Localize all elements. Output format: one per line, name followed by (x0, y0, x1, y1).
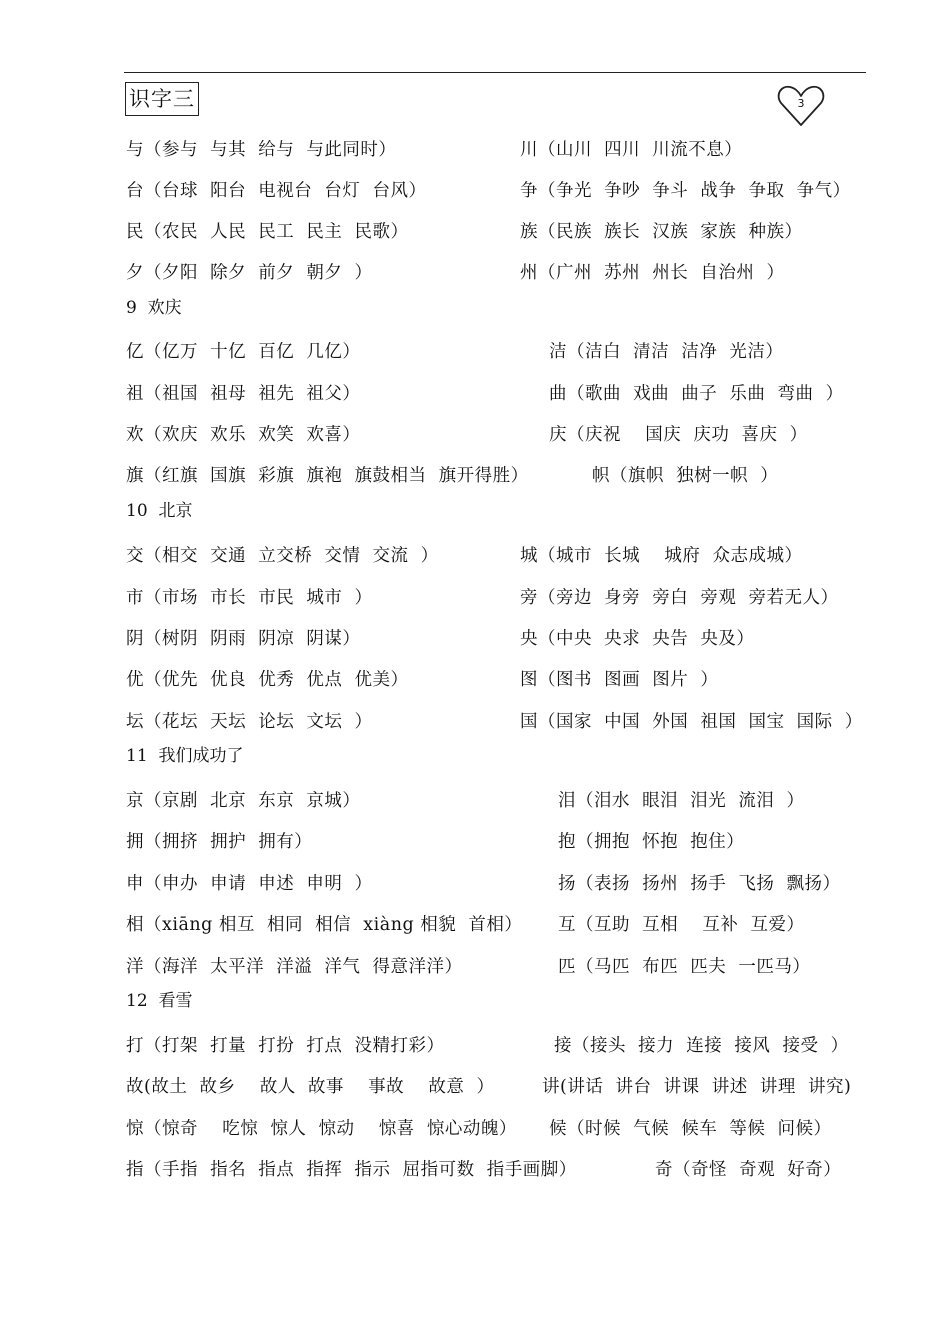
vocab-entry-left: 相（xiāng 相互 相同 相信 xiàng 相貌 首相） (126, 915, 523, 935)
vocab-entry-right: 城（城市 长城 城府 众志成城） (520, 546, 803, 566)
vocab-entry-right: 匹（马匹 布匹 匹夫 一匹马） (558, 957, 811, 977)
vocab-entry-left: 指（手指 指名 指点 指挥 指示 屈指可数 指手画脚） (126, 1160, 577, 1180)
vocab-entry-right: 扬（表扬 扬州 扬手 飞扬 飘扬） (558, 874, 841, 894)
vocab-entry-right: 接（接头 接力 连接 接风 接受 ） (554, 1036, 849, 1056)
vocab-entry-left: 交（相交 交通 立交桥 交情 交流 ） (126, 546, 439, 566)
vocab-entry-right: 泪（泪水 眼泪 泪光 流泪 ） (558, 791, 805, 811)
vocab-entry-right: 讲(讲话 讲台 讲课 讲述 讲理 讲究) (542, 1077, 852, 1097)
header-rule (124, 72, 866, 73)
vocab-entry-right: 庆（庆祝 国庆 庆功 喜庆 ） (549, 425, 808, 445)
vocab-entry-left: 故(故土 故乡 故人 故事 事故 故意 ） (126, 1077, 495, 1097)
vocab-entry-right: 洁（洁白 清洁 洁净 光洁） (549, 342, 784, 362)
vocab-entry-right: 抱（拥抱 怀抱 抱住） (558, 832, 745, 852)
page-title: 识字三 (125, 82, 199, 116)
vocab-entry-left: 坛（花坛 天坛 论坛 文坛 ） (126, 712, 373, 732)
vocab-entry-right: 奇（奇怪 奇观 好奇） (655, 1160, 842, 1180)
vocab-entry-left: 民（农民 人民 民工 民主 民歌） (126, 222, 409, 242)
vocab-entry-left: 亿（亿万 十亿 百亿 几亿） (126, 342, 361, 362)
vocab-entry-left: 旗（红旗 国旗 彩旗 旗袍 旗鼓相当 旗开得胜） (126, 466, 529, 486)
vocab-entry-right: 州（广州 苏州 州长 自治州 ） (520, 263, 785, 283)
section-heading: 11 我们成功了 (126, 746, 244, 766)
vocab-entry-left: 欢（欢庆 欢乐 欢笑 欢喜） (126, 425, 361, 445)
vocab-entry-left: 祖（祖国 祖母 祖先 祖父） (126, 384, 361, 404)
vocab-entry-right: 族（民族 族长 汉族 家族 种族） (520, 222, 803, 242)
vocab-entry-left: 与（参与 与其 给与 与此同时） (126, 140, 397, 160)
vocab-entry-left: 阴（树阴 阴雨 阴凉 阴谋） (126, 629, 361, 649)
vocab-entry-left: 打（打架 打量 打扮 打点 没精打彩） (126, 1036, 445, 1056)
vocab-entry-right: 候（时候 气候 候车 等候 问候） (549, 1119, 832, 1139)
vocab-entry-right: 曲（歌曲 戏曲 曲子 乐曲 弯曲 ） (549, 384, 844, 404)
vocab-entry-left: 优（优先 优良 优秀 优点 优美） (126, 670, 409, 690)
vocab-entry-left: 惊（惊奇 吃惊 惊人 惊动 惊喜 惊心动魄） (126, 1119, 517, 1139)
vocab-entry-left: 市（市场 市长 市民 城市 ） (126, 588, 373, 608)
vocab-entry-right: 央（中央 央求 央告 央及） (520, 629, 755, 649)
vocab-entry-left: 拥（拥挤 拥护 拥有） (126, 832, 313, 852)
vocab-entry-right: 互（互助 互相 互补 互爱） (558, 915, 805, 935)
vocab-entry-right: 图（图书 图画 图片 ） (520, 670, 719, 690)
section-heading: 9 欢庆 (126, 298, 182, 318)
section-heading: 12 看雪 (126, 991, 193, 1011)
vocab-entry-right: 旁（旁边 身旁 旁白 旁观 旁若无人） (520, 588, 839, 608)
vocab-entry-left: 台（台球 阳台 电视台 台灯 台风） (126, 181, 427, 201)
vocab-entry-left: 夕（夕阳 除夕 前夕 朝夕 ） (126, 263, 373, 283)
vocab-entry-left: 京（京剧 北京 东京 京城） (126, 791, 361, 811)
page-number: 3 (797, 97, 805, 110)
vocab-entry-right: 川（山川 四川 川流不息） (520, 140, 743, 160)
section-heading: 10 北京 (126, 501, 193, 521)
vocab-entry-left: 洋（海洋 太平洋 洋溢 洋气 得意洋洋） (126, 957, 463, 977)
vocab-entry-right: 帜（旗帜 独树一帜 ） (592, 466, 779, 486)
vocab-entry-right: 国（国家 中国 外国 祖国 国宝 国际 ） (520, 712, 863, 732)
vocab-entry-left: 申（申办 申请 申述 申明 ） (126, 874, 373, 894)
vocab-entry-right: 争（争光 争吵 争斗 战争 争取 争气） (520, 181, 851, 201)
